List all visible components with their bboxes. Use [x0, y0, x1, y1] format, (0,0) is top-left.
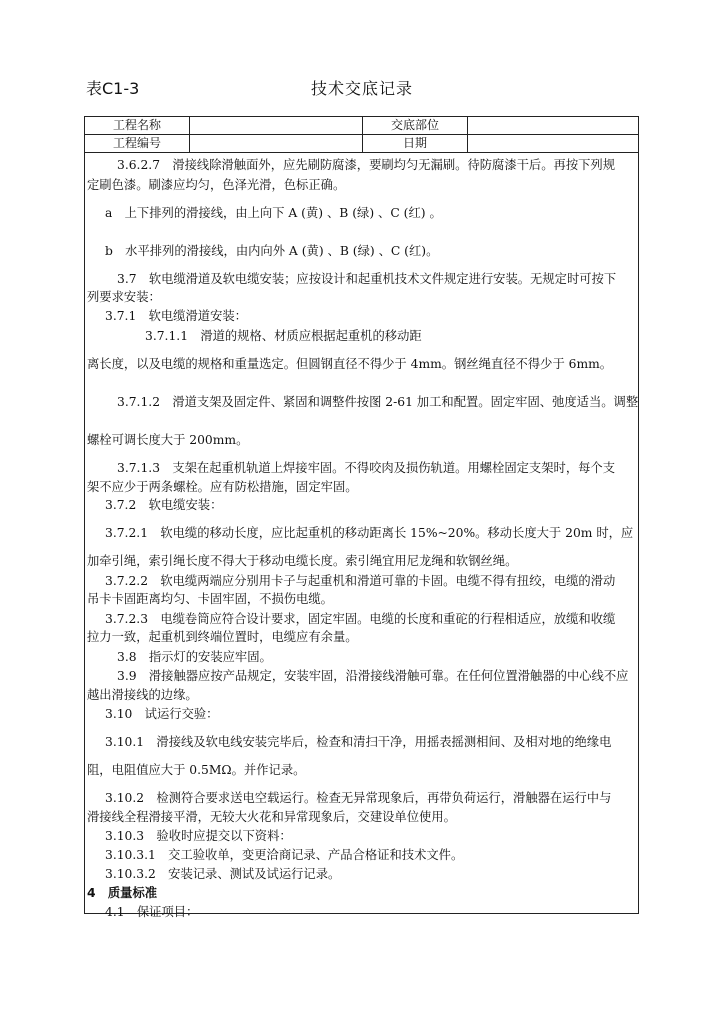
- content-line: 3.7.1 软电缆滑道安装：: [105, 309, 247, 323]
- project-no-label: 工程编号: [112, 136, 161, 150]
- handover-record-table: [84, 116, 639, 919]
- content-line: 3.10.1 滑接线及软电线安装完毕后，检查和清扫干净，用摇表摇测相间、及相对地的绝缘电: [105, 735, 612, 749]
- column-divider: [362, 117, 363, 152]
- column-divider: [189, 117, 190, 152]
- content-line: 3.7.2.1 软电缆的移动长度，应比起重机的移动距离长 15%~20%。移动长度大于 20m 时，应: [105, 526, 634, 540]
- content-line: 吊卡卡固距离均匀、卡固牢固，不损伤电缆。: [87, 592, 333, 606]
- content-line: 3.7.2.3 电缆卷筒应符合设计要求，固定牢固。电缆的长度和重砣的行程相适应，放缆和收缆: [105, 612, 616, 626]
- content-line: 滑接线全程滑接平滑，无较大火花和异常现象后，交建设单位使用。: [87, 810, 456, 824]
- content-line: 越出滑接线的边缘。: [87, 688, 198, 702]
- content-line: 离长度，以及电缆的规格和重量选定。但圆钢直径不得少于 4mm。钢丝绳直径不得少于 6mm。: [87, 357, 613, 371]
- project-no-field[interactable]: [190, 135, 362, 152]
- page-title: 技术交底记录: [310, 79, 413, 98]
- content-line: 3.7.1.3 支架在起重机轨道上焊接牢固。不得咬肉及损伤轨道。用螺栓固定支架时，每个支: [117, 461, 616, 475]
- form-code: 表C1-3: [86, 79, 140, 98]
- content-line: 3.7.2.2 软电缆两端应分别用卡子与起重机和滑道可靠的卡固。电缆不得有扭绞，电缆的滑动: [105, 574, 616, 588]
- content-line: 3.8 指示灯的安装应牢固。: [117, 650, 272, 664]
- content-line: 螺栓可调长度大于 200mm。: [87, 433, 249, 447]
- date-label: 日期: [402, 136, 427, 150]
- content-line: b 水平排列的滑接线，由内向外 A (黄) 、B (绿) 、C (红)。: [105, 244, 439, 258]
- content-line: 3.10 试运行交验：: [105, 707, 219, 721]
- content-line: 拉力一致，起重机到终端位置时，电缆应有余量。: [87, 630, 358, 644]
- content-line: 3.10.3.2 安装记录、测试及试运行记录。: [105, 867, 341, 881]
- content-line: 3.10.3.1 交工验收单，变更洽商记录、产品合格证和技术文件。: [105, 848, 464, 862]
- content-line: 阻，电阻值应大于 0.5MΩ。并作记录。: [87, 763, 306, 777]
- content-line: 4.1 保证项目：: [105, 905, 199, 919]
- content-line: 列要求安装：: [87, 290, 161, 304]
- handover-dept-field[interactable]: [468, 117, 638, 134]
- content-line: 3.7.1.2 滑道支架及固定件、紧固和调整件按图 2-61 加工和配置。固定牢固、弛度适当。调整: [117, 395, 639, 409]
- content-line: 3.7.1.1 滑道的规格、材质应根据起重机的移动距: [145, 329, 422, 343]
- content-line: 架不应少于两条螺栓。应有防松措施，固定牢固。: [87, 480, 358, 494]
- date-field[interactable]: [468, 135, 638, 152]
- section-heading: 4 质量标准: [87, 886, 158, 900]
- content-line: 定刷色漆。刷漆应均匀，色泽光滑，色标正确。: [87, 178, 346, 192]
- project-name-label: 工程名称: [112, 118, 161, 132]
- content-line: 3.6.2.7 滑接线除滑触面外，应先刷防腐漆，要刷均匀无漏刷。待防腐漆干后。再按下列规: [117, 158, 616, 172]
- content-line: a 上下排列的滑接线，由上向下 A (黄) 、B (绿) 、C (红) 。: [105, 206, 442, 220]
- project-name-field[interactable]: [190, 117, 362, 134]
- content-line: 加牵引绳，索引绳长度不得大于移动电缆长度。索引绳宜用尼龙绳和软钢丝绳。: [87, 554, 518, 568]
- content-line: 3.9 滑接触器应按产品规定，安装牢固，沿滑接线滑触可靠。在任何位置滑触器的中心线不应: [117, 669, 629, 683]
- content-line: 3.7.2 软电缆安装：: [105, 498, 223, 512]
- column-divider: [467, 117, 468, 152]
- handover-dept-label: 交底部位: [390, 118, 439, 132]
- content-line: 3.10.3 验收时应提交以下资料：: [105, 829, 292, 843]
- content-line: 3.10.2 检测符合要求送电空载运行。检查无异常现象后，再带负荷运行，滑触器在运行中与: [105, 791, 612, 805]
- content-line: 3.7 软电缆滑道及软电缆安装；应按设计和起重机技术文件规定进行安装。无规定时可按下: [117, 272, 617, 286]
